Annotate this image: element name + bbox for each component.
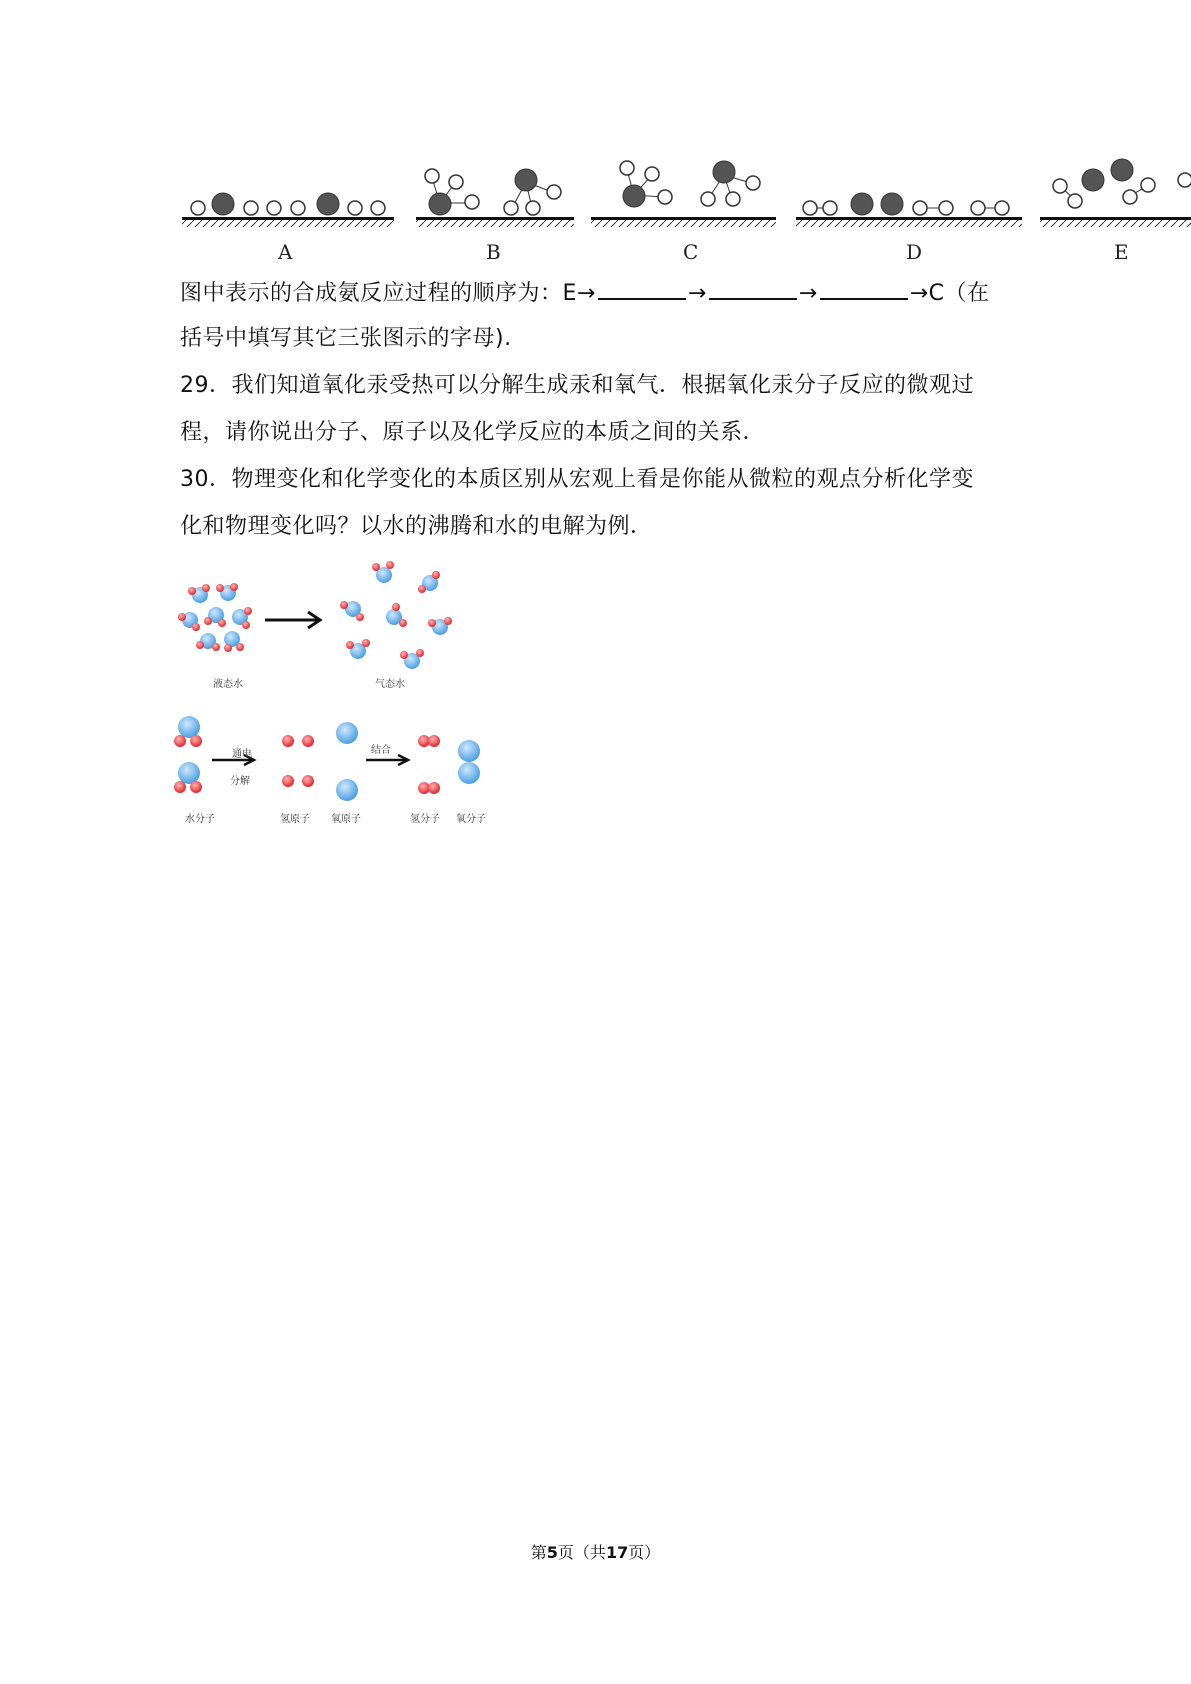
molecule-label-2: 氧分子 [456,814,486,825]
q28-end-letter: C [928,281,945,306]
q28-line-1 [180,280,990,306]
figure-label-c: C [683,240,699,264]
boiling-arrow [265,612,320,628]
figure-label-a: A [278,240,293,264]
arrow: → [687,281,707,306]
q28-suffix: （在 [944,281,990,306]
q28-prefix: 图中表示的合成氨反应过程的顺序为： [180,281,563,306]
q28-line-2: 括号中填写其它三张图示的字母). [180,326,512,351]
answer-blank-2[interactable] [709,280,797,300]
gas-water-label: 气态水 [375,679,405,690]
answer-blank-3[interactable] [820,280,908,300]
arrow: → [576,281,596,306]
ammonia-synthesis-figure [0,150,1191,260]
panel-b [416,169,574,227]
electrolysis-scheme [174,716,480,801]
footer-suffix: 页） [628,1543,661,1562]
answer-blank-1[interactable] [598,280,686,300]
water-particles-figure [170,555,510,835]
electrolysis-label-bottom: 分解 [230,776,250,787]
figure-label-b: B [486,240,501,264]
panel-c [591,161,776,227]
figure-label-e: E [1114,240,1129,264]
arrow: → [909,281,929,306]
footer-middle: 页（共 [557,1543,606,1562]
q30-line-1: 30．物理变化和化学变化的本质区别从宏观上看是你能从微粒的观点分析化学变 [180,467,974,492]
electrolysis-label-top: 通电 [232,749,252,760]
panel-a [182,193,394,227]
q29-line-2: 程，请你说出分子、原子以及化学反应的本质之间的关系． [180,420,766,445]
arrow: → [798,281,818,306]
atom-label-2: 氧原子 [331,814,361,825]
figure-label-d: D [906,240,923,264]
molecule-label-1: 氢分子 [410,814,440,825]
panel-d [796,193,1022,227]
water-molecule-label: 水分子 [185,814,215,825]
footer-total-pages: 17 [605,1543,629,1562]
page-footer [0,1540,1191,1563]
atom-label-1: 氢原子 [280,814,310,825]
q28-start-letter: E [562,281,577,306]
panel-e [1040,159,1191,227]
combine-label: 结合 [371,745,391,756]
liquid-water-label: 液态水 [213,679,243,690]
q30-line-2: 化和物理变化吗？以水的沸腾和水的电解为例． [180,514,653,539]
liquid-water-cluster [178,583,252,652]
footer-page-number: 5 [546,1543,558,1562]
q29-line-1: 29．我们知道氧化汞受热可以分解生成汞和氧气．根据氧化汞分子反应的微观过 [180,373,974,398]
gas-water-molecules [340,561,452,669]
footer-prefix: 第 [530,1543,547,1562]
